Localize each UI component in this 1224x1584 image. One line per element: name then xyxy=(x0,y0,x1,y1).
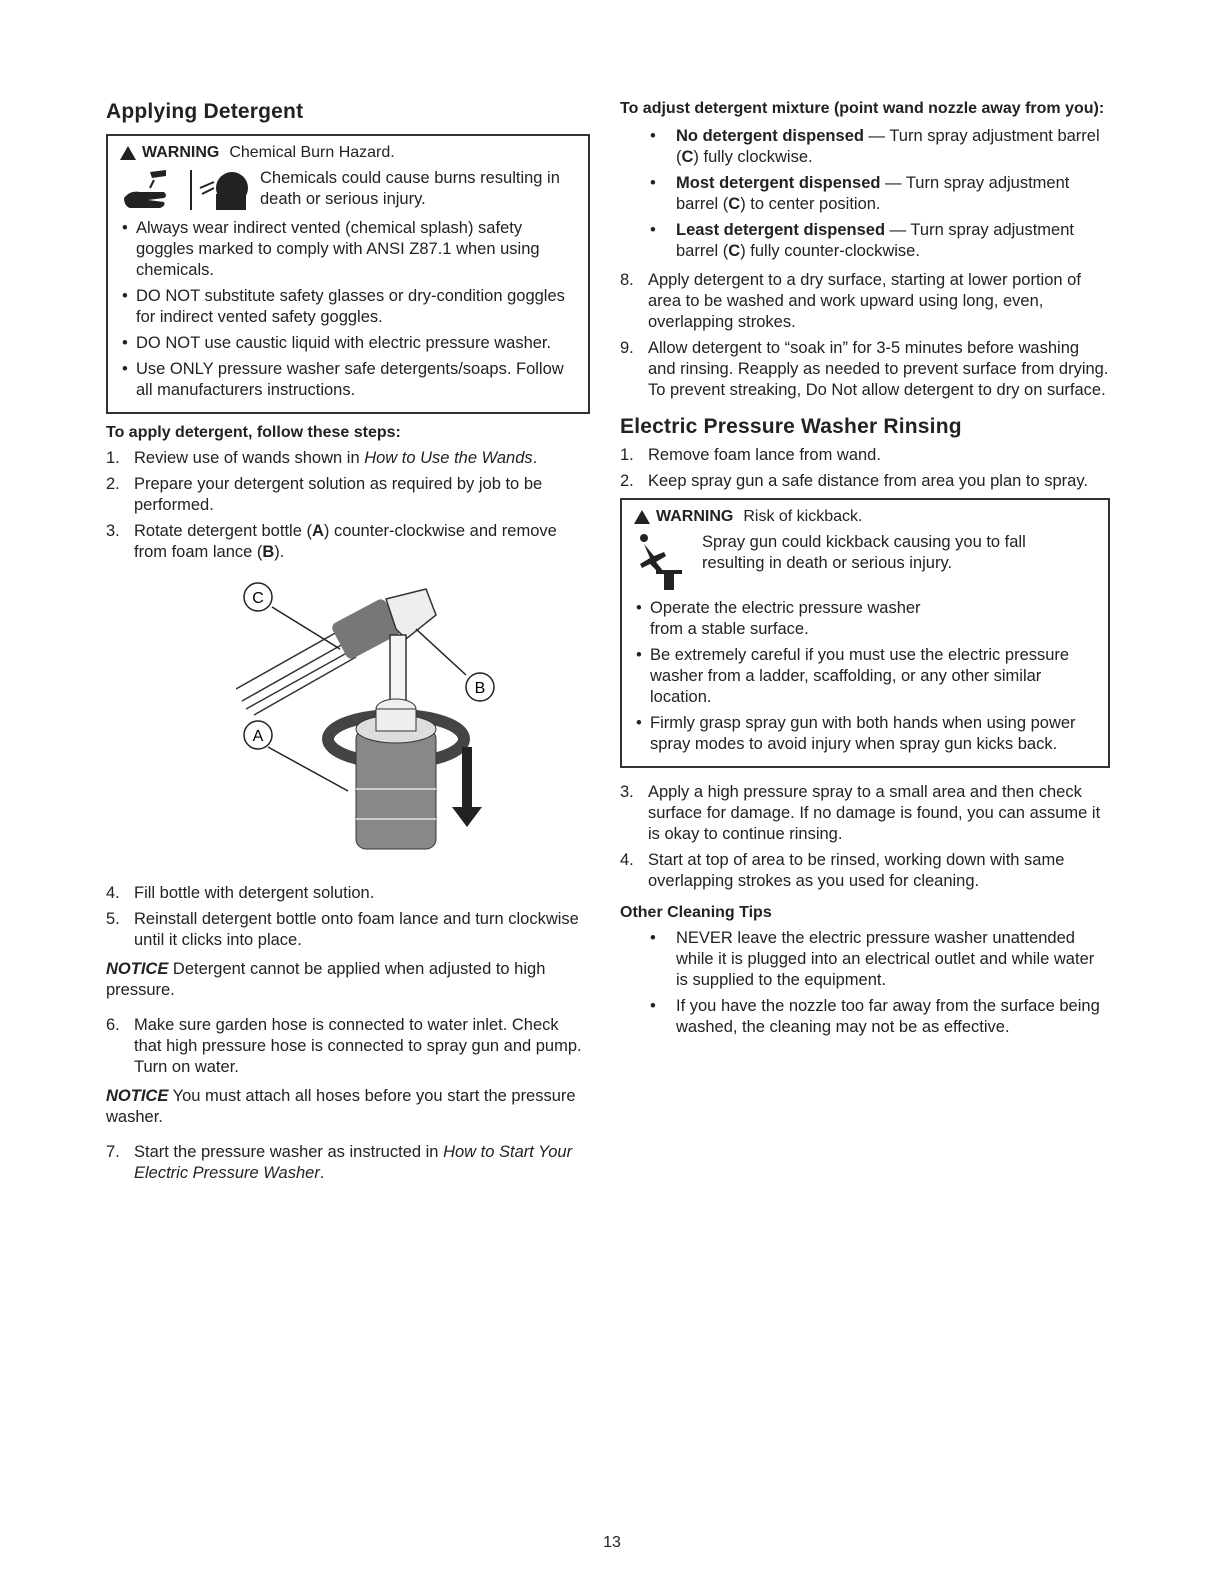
hazard-row xyxy=(634,532,1098,592)
safety-goggles-icon xyxy=(198,168,252,212)
option-label: Most detergent dispensed xyxy=(676,174,881,192)
step-text: Remove foam lance from wand. xyxy=(648,446,881,464)
list-item: • Firmly grasp spray gun with both hands when using power spray modes to avoid injury when spray gun kicks back. xyxy=(634,713,1098,755)
hazard-row xyxy=(120,168,578,212)
notice-paragraph xyxy=(106,1086,590,1128)
step-number: 8. xyxy=(620,271,634,289)
option-text: ) to center position. xyxy=(740,195,881,213)
list-item: • DO NOT substitute safety glasses or dry-condition goggles for indirect vented safety goggles. xyxy=(120,286,578,328)
falling-person-icon xyxy=(634,532,694,592)
list-item xyxy=(620,338,1110,401)
step-number: 7. xyxy=(106,1143,120,1161)
step-number: 4. xyxy=(620,851,634,869)
step-text: . xyxy=(532,449,538,467)
hazard-text: Chemicals could cause burns resulting in death or serious injury. xyxy=(260,169,560,208)
section-heading-applying-detergent: Applying Detergent xyxy=(106,100,304,123)
part-label: B xyxy=(262,543,275,561)
callout-label: A xyxy=(252,728,264,745)
callout-label: B xyxy=(474,680,486,697)
icon-divider xyxy=(190,170,192,210)
list-item xyxy=(650,220,1110,262)
step-text: . xyxy=(319,1164,325,1182)
list-item xyxy=(620,445,1110,466)
left-column xyxy=(106,100,590,1194)
warning-header xyxy=(634,508,1098,526)
step-number: 1. xyxy=(620,446,634,464)
option-text: — Turn spray adjustment barrel ( xyxy=(676,174,1070,213)
list-item xyxy=(620,270,1110,333)
list-item xyxy=(106,474,590,516)
warning-triangle-icon xyxy=(120,146,136,160)
rinse-steps-2 xyxy=(620,782,1110,892)
section-heading-rinsing: Electric Pressure Washer Rinsing xyxy=(620,415,962,438)
step-number: 9. xyxy=(620,339,634,357)
list-item xyxy=(620,850,1110,892)
steps-list-5 xyxy=(620,270,1110,401)
step-number: 1. xyxy=(106,449,120,467)
hazard-icons xyxy=(634,532,694,592)
part-label: A xyxy=(311,522,324,540)
warning-bullets xyxy=(634,598,1098,755)
list-item: • DO NOT use caustic liquid with electric pressure washer. xyxy=(120,333,578,354)
step-text: Start at top of area to be rinsed, working down with same overlapping strokes as you used for cleaning. xyxy=(648,851,1065,890)
list-item: • Always wear indirect vented (chemical splash) safety goggles marked to comply with ANSI Z87.1 when using chemicals. xyxy=(120,218,578,281)
part-label: C xyxy=(728,195,741,213)
other-tips-heading: Other Cleaning Tips xyxy=(620,904,772,921)
warning-label: WARNING xyxy=(142,144,220,161)
step-text: Allow detergent to “soak in” for 3-5 minutes before washing and rinsing. Reapply as needed to prevent surface from drying. To prevent streaking, Do Not allow detergent to dry on surface. xyxy=(648,339,1109,399)
notice-label: NOTICE xyxy=(106,1087,169,1105)
list-item xyxy=(106,909,590,951)
kickback-warning-box xyxy=(620,498,1110,768)
list-item: • Operate the electric pressure washer from a stable surface. xyxy=(634,598,1098,640)
down-arrow-icon xyxy=(452,747,482,827)
step-text: ) counter-clockwise and remove from foam lance ( xyxy=(134,522,557,561)
hazard-icons xyxy=(120,168,252,212)
list-item xyxy=(106,1015,590,1078)
step-number: 6. xyxy=(106,1016,120,1034)
list-item xyxy=(106,448,590,469)
page-number: 13 xyxy=(603,1534,621,1551)
list-item: • NEVER leave the electric pressure washer unattended while it is plugged into an electrical outlet and while water is supplied to the equipment. xyxy=(650,928,1110,991)
step-number: 5. xyxy=(106,910,120,928)
list-item xyxy=(620,471,1110,492)
list-item xyxy=(106,883,590,904)
steps-heading: To apply detergent, follow these steps: xyxy=(106,424,401,441)
option-label: Least detergent dispensed xyxy=(676,221,886,239)
callout-b xyxy=(416,629,494,701)
warning-title: Chemical Burn Hazard. xyxy=(229,144,395,161)
detergent-bottle-figure xyxy=(236,569,516,869)
notice-paragraph xyxy=(106,959,590,1001)
step-text: Keep spray gun a safe distance from area you plan to spray. xyxy=(648,472,1088,490)
list-item xyxy=(106,1142,590,1184)
callout-label: C xyxy=(252,590,264,607)
part-label: C xyxy=(728,242,741,260)
list-item xyxy=(650,126,1110,168)
option-text: — Turn spray adjustment barrel ( xyxy=(676,127,1100,166)
step-text: Make sure garden hose is connected to water inlet. Check that high pressure hose is connected to spray gun and pump. Turn on water. xyxy=(134,1016,582,1076)
step-text: Reinstall detergent bottle onto foam lance and turn clockwise until it clicks into place. xyxy=(134,910,579,949)
right-column xyxy=(620,100,1110,1046)
adjust-mixture-heading: To adjust detergent mixture (point wand nozzle away from you): xyxy=(620,100,1105,117)
hazard-text: Spray gun could kickback causing you to fall resulting in death or serious injury. xyxy=(702,533,1026,572)
step-number: 3. xyxy=(106,522,120,540)
option-text: — Turn spray adjustment barrel ( xyxy=(676,221,1074,260)
rinse-steps-1 xyxy=(620,445,1110,492)
option-text: ) fully counter-clockwise. xyxy=(740,242,920,260)
warning-header xyxy=(120,144,578,162)
adjust-list xyxy=(620,126,1110,262)
list-item xyxy=(620,782,1110,845)
step-text: Apply a high pressure spray to a small area and then check surface for damage. If no damage is found, you can assume it is okay to continue rinsing. xyxy=(648,783,1101,843)
steps-list-4 xyxy=(106,1142,590,1184)
tips-list xyxy=(620,928,1110,1038)
step-reference: How to Use the Wands xyxy=(364,449,533,467)
step-number: 2. xyxy=(620,472,634,490)
warning-bullets xyxy=(120,218,578,401)
chemical-burn-icon xyxy=(120,168,184,212)
list-item: • If you have the nozzle too far away from the surface being washed, the cleaning may not be as effective. xyxy=(650,996,1110,1038)
steps-list-1 xyxy=(106,448,590,563)
notice-label: NOTICE xyxy=(106,960,169,978)
chemical-warning-box xyxy=(106,134,590,414)
step-reference: How to Start Your Electric Pressure Washer xyxy=(134,1143,573,1182)
step-number: 4. xyxy=(106,884,120,902)
list-item: • Use ONLY pressure washer safe detergents/soaps. Follow all manufacturers instructions. xyxy=(120,359,578,401)
warning-triangle-icon xyxy=(634,510,650,524)
notice-text: You must attach all hoses before you start the pressure washer. xyxy=(106,1087,576,1126)
step-number: 3. xyxy=(620,783,634,801)
step-text: Apply detergent to a dry surface, starting at lower portion of area to be washed and work upward using long, even, overlapping strokes. xyxy=(648,271,1081,331)
step-text: ). xyxy=(274,543,285,561)
warning-label: WARNING xyxy=(656,508,734,525)
part-label: C xyxy=(681,148,694,166)
list-item xyxy=(650,173,1110,215)
option-label: No detergent dispensed xyxy=(676,127,864,145)
warning-title: Risk of kickback. xyxy=(743,508,863,525)
step-text: Review use of wands shown in xyxy=(134,449,365,467)
steps-list-2 xyxy=(106,883,590,951)
step-number: 2. xyxy=(106,475,120,493)
option-text: ) fully clockwise. xyxy=(693,148,813,166)
step-text: Rotate detergent bottle ( xyxy=(134,522,312,540)
step-text: Fill bottle with detergent solution. xyxy=(134,884,375,902)
steps-list-3 xyxy=(106,1015,590,1078)
list-item: • Be extremely careful if you must use the electric pressure washer from a ladder, scaffolding, or any other similar location. xyxy=(634,645,1098,708)
step-text: Start the pressure washer as instructed in xyxy=(134,1143,444,1161)
notice-text: Detergent cannot be applied when adjusted to high pressure. xyxy=(106,960,546,999)
list-item xyxy=(106,521,590,563)
step-text: Prepare your detergent solution as required by job to be performed. xyxy=(134,475,543,514)
